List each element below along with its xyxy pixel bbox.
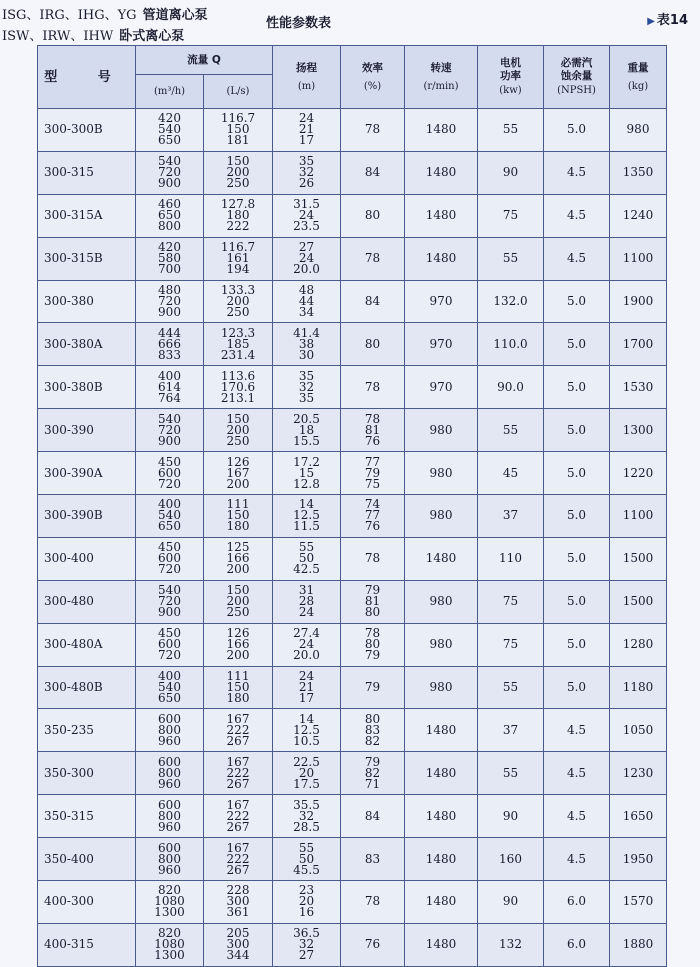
cell-eff: 84 — [341, 280, 405, 323]
table-row — [38, 537, 667, 580]
cell-power: 90 — [478, 151, 544, 194]
cell-eff: 79 82 71 — [341, 752, 405, 795]
table-row — [38, 838, 667, 881]
table-row — [38, 323, 667, 366]
cell-head: 35 32 35 — [273, 366, 341, 409]
cell-npsh: 5.0 — [544, 109, 610, 152]
cell-weight: 1300 — [610, 409, 667, 452]
table-row — [38, 881, 667, 924]
cell-weight: 1500 — [610, 580, 667, 623]
cell-head: 27.4 24 20.0 — [273, 623, 341, 666]
cell-npsh: 4.5 — [544, 709, 610, 752]
cell-speed: 980 — [405, 495, 478, 538]
table-row — [38, 795, 667, 838]
cell-head: 55 50 45.5 — [273, 838, 341, 881]
cell-eff: 77 79 75 — [341, 452, 405, 495]
col-npsh-unit: (NPSH) — [557, 85, 596, 96]
cell-flow-m3h: 600 800 960 — [136, 752, 204, 795]
cell-model: 300-390B — [38, 495, 136, 538]
cell-flow-ls: 133.3 200 250 — [204, 280, 273, 323]
cell-power: 37 — [478, 495, 544, 538]
cell-eff: 74 77 76 — [341, 495, 405, 538]
cell-model: 350-315 — [38, 795, 136, 838]
cell-speed: 1480 — [405, 923, 478, 966]
cell-power: 55 — [478, 752, 544, 795]
cell-weight: 1530 — [610, 366, 667, 409]
cell-weight: 1280 — [610, 623, 667, 666]
series-line-2-models: ISW、IRW、IHW — [2, 29, 114, 44]
cell-flow-ls: 116.7 150 181 — [204, 109, 273, 152]
cell-flow-m3h: 450 600 720 — [136, 537, 204, 580]
table-row — [38, 452, 667, 495]
col-flow-ls: (L/s) — [204, 75, 273, 109]
table-body — [38, 109, 667, 967]
col-eff-label: 效率 — [362, 61, 383, 74]
cell-weight: 1220 — [610, 452, 667, 495]
cell-flow-ls: 111 150 180 — [204, 666, 273, 709]
cell-head: 36.5 32 27 — [273, 923, 341, 966]
cell-flow-m3h: 400 540 650 — [136, 666, 204, 709]
col-speed-label: 转速 — [430, 61, 452, 74]
col-power-label: 电机 功率 — [500, 57, 521, 82]
cell-npsh: 6.0 — [544, 881, 610, 924]
cell-npsh: 5.0 — [544, 323, 610, 366]
table-tag — [647, 9, 688, 28]
cell-model: 300-400 — [38, 537, 136, 580]
cell-flow-m3h: 400 614 764 — [136, 366, 204, 409]
series-line-1-models: ISG、IRG、IHG、YG — [2, 8, 137, 23]
cell-head: 35.5 32 28.5 — [273, 795, 341, 838]
cell-head: 27 24 20.0 — [273, 237, 341, 280]
cell-speed: 1480 — [405, 881, 478, 924]
cell-flow-m3h: 600 800 960 — [136, 709, 204, 752]
col-weight — [610, 46, 667, 109]
cell-flow-ls: 113.6 170.6 213.1 — [204, 366, 273, 409]
cell-weight: 1900 — [610, 280, 667, 323]
cell-weight: 1880 — [610, 923, 667, 966]
cell-eff: 78 — [341, 237, 405, 280]
cell-speed: 980 — [405, 623, 478, 666]
cell-eff: 78 — [341, 537, 405, 580]
cell-flow-m3h: 820 1080 1300 — [136, 923, 204, 966]
cell-model: 300-480 — [38, 580, 136, 623]
cell-weight: 1240 — [610, 194, 667, 237]
cell-npsh: 5.0 — [544, 452, 610, 495]
cell-flow-m3h: 450 600 720 — [136, 623, 204, 666]
table-row — [38, 151, 667, 194]
cell-model: 350-400 — [38, 838, 136, 881]
cell-eff: 79 — [341, 666, 405, 709]
cell-npsh: 4.5 — [544, 194, 610, 237]
table-row — [38, 666, 667, 709]
performance-table — [37, 45, 667, 967]
cell-npsh: 4.5 — [544, 795, 610, 838]
cell-flow-ls: 125 166 200 — [204, 537, 273, 580]
cell-npsh: 5.0 — [544, 666, 610, 709]
cell-model: 400-315 — [38, 923, 136, 966]
table-row — [38, 237, 667, 280]
cell-flow-ls: 167 222 267 — [204, 752, 273, 795]
cell-power: 132.0 — [478, 280, 544, 323]
cell-eff: 84 — [341, 795, 405, 838]
cell-head: 31.5 24 23.5 — [273, 194, 341, 237]
col-speed-unit: (r/min) — [423, 80, 459, 92]
table-row — [38, 923, 667, 966]
cell-speed: 980 — [405, 409, 478, 452]
cell-speed: 1480 — [405, 752, 478, 795]
cell-model: 300-315A — [38, 194, 136, 237]
cell-speed: 970 — [405, 280, 478, 323]
cell-head: 35 32 26 — [273, 151, 341, 194]
cell-head: 20.5 18 15.5 — [273, 409, 341, 452]
cell-speed: 1480 — [405, 537, 478, 580]
cell-power: 75 — [478, 580, 544, 623]
cell-flow-ls: 116.7 161 194 — [204, 237, 273, 280]
cell-weight: 1500 — [610, 537, 667, 580]
cell-head: 48 44 34 — [273, 280, 341, 323]
cell-flow-ls: 150 200 250 — [204, 151, 273, 194]
cell-power: 90 — [478, 881, 544, 924]
cell-model: 300-380B — [38, 366, 136, 409]
cell-flow-ls: 123.3 185 231.4 — [204, 323, 273, 366]
cell-power: 132 — [478, 923, 544, 966]
cell-head: 14 12.5 10.5 — [273, 709, 341, 752]
cell-head: 24 21 17 — [273, 109, 341, 152]
table-row — [38, 194, 667, 237]
cell-eff: 78 81 76 — [341, 409, 405, 452]
table-row — [38, 709, 667, 752]
cell-weight: 1650 — [610, 795, 667, 838]
cell-eff: 79 81 80 — [341, 580, 405, 623]
col-head-label: 扬程 — [296, 61, 317, 74]
col-npsh — [544, 46, 610, 109]
cell-model: 300-390 — [38, 409, 136, 452]
cell-npsh: 4.5 — [544, 151, 610, 194]
cell-npsh: 5.0 — [544, 623, 610, 666]
series-line-2 — [2, 25, 184, 44]
cell-head: 22.5 20 17.5 — [273, 752, 341, 795]
cell-model: 400-300 — [38, 881, 136, 924]
cell-speed: 970 — [405, 323, 478, 366]
cell-npsh: 4.5 — [544, 838, 610, 881]
cell-weight: 1050 — [610, 709, 667, 752]
cell-head: 17.2 15 12.8 — [273, 452, 341, 495]
col-flow-m3h: (m³/h) — [136, 75, 204, 109]
table-row — [38, 366, 667, 409]
cell-weight: 1570 — [610, 881, 667, 924]
cell-model: 350-300 — [38, 752, 136, 795]
cell-power: 55 — [478, 109, 544, 152]
cell-flow-ls: 167 222 267 — [204, 709, 273, 752]
table-row — [38, 623, 667, 666]
cell-speed: 1480 — [405, 709, 478, 752]
cell-power: 110.0 — [478, 323, 544, 366]
cell-flow-ls: 150 200 250 — [204, 409, 273, 452]
cell-flow-m3h: 420 540 650 — [136, 109, 204, 152]
cell-head: 14 12.5 11.5 — [273, 495, 341, 538]
cell-flow-m3h: 540 720 900 — [136, 580, 204, 623]
table-row — [38, 109, 667, 152]
page-title: 性能参数表 — [266, 16, 332, 31]
cell-eff: 80 83 82 — [341, 709, 405, 752]
cell-power: 160 — [478, 838, 544, 881]
col-npsh-label: 必需汽 蚀余量 — [560, 57, 593, 82]
table-row — [38, 280, 667, 323]
cell-npsh: 5.0 — [544, 580, 610, 623]
cell-flow-m3h: 820 1080 1300 — [136, 881, 204, 924]
cell-npsh: 4.5 — [544, 237, 610, 280]
cell-speed: 1480 — [405, 151, 478, 194]
cell-flow-ls: 167 222 267 — [204, 795, 273, 838]
cell-eff: 78 80 79 — [341, 623, 405, 666]
col-flow: 流量 Q — [136, 46, 273, 75]
cell-speed: 1480 — [405, 194, 478, 237]
cell-flow-ls: 126 167 200 — [204, 452, 273, 495]
page-header — [0, 0, 700, 46]
cell-power: 37 — [478, 709, 544, 752]
cell-weight: 1230 — [610, 752, 667, 795]
cell-eff: 80 — [341, 323, 405, 366]
cell-flow-m3h: 480 720 900 — [136, 280, 204, 323]
series-line-2-type: 卧式离心泵 — [119, 29, 185, 44]
cell-weight: 980 — [610, 109, 667, 152]
table-row — [38, 752, 667, 795]
cell-model: 300-380A — [38, 323, 136, 366]
col-eff-unit: (%) — [363, 80, 382, 92]
cell-power: 55 — [478, 409, 544, 452]
cell-npsh: 5.0 — [544, 366, 610, 409]
cell-head: 41.4 38 30 — [273, 323, 341, 366]
cell-speed: 1480 — [405, 237, 478, 280]
cell-speed: 970 — [405, 366, 478, 409]
col-weight-label: 重量 — [627, 61, 649, 74]
cell-eff: 76 — [341, 923, 405, 966]
cell-weight: 1180 — [610, 666, 667, 709]
cell-head: 23 20 16 — [273, 881, 341, 924]
cell-power: 90 — [478, 795, 544, 838]
cell-power: 75 — [478, 194, 544, 237]
cell-flow-m3h: 600 800 960 — [136, 838, 204, 881]
col-eff — [341, 46, 405, 109]
cell-speed: 1480 — [405, 109, 478, 152]
cell-speed: 980 — [405, 666, 478, 709]
col-model: 型 号 — [38, 46, 136, 109]
cell-weight: 1100 — [610, 237, 667, 280]
col-power-unit: (kw) — [499, 85, 522, 96]
cell-head: 31 28 24 — [273, 580, 341, 623]
cell-weight: 1950 — [610, 838, 667, 881]
cell-eff: 78 — [341, 881, 405, 924]
cell-npsh: 5.0 — [544, 280, 610, 323]
cell-flow-m3h: 444 666 833 — [136, 323, 204, 366]
cell-flow-ls: 228 300 361 — [204, 881, 273, 924]
cell-model: 300-315B — [38, 237, 136, 280]
cell-flow-ls: 111 150 180 — [204, 495, 273, 538]
cell-model: 300-380 — [38, 280, 136, 323]
table-row — [38, 580, 667, 623]
cell-model: 350-235 — [38, 709, 136, 752]
col-head — [273, 46, 341, 109]
cell-power: 90.0 — [478, 366, 544, 409]
cell-flow-m3h: 450 600 720 — [136, 452, 204, 495]
cell-flow-ls: 127.8 180 222 — [204, 194, 273, 237]
cell-power: 110 — [478, 537, 544, 580]
table-row — [38, 495, 667, 538]
cell-weight: 1100 — [610, 495, 667, 538]
cell-npsh: 5.0 — [544, 537, 610, 580]
cell-eff: 84 — [341, 151, 405, 194]
cell-flow-m3h: 540 720 900 — [136, 409, 204, 452]
cell-npsh: 6.0 — [544, 923, 610, 966]
cell-power: 55 — [478, 237, 544, 280]
cell-weight: 1700 — [610, 323, 667, 366]
cell-head: 55 50 42.5 — [273, 537, 341, 580]
cell-flow-m3h: 540 720 900 — [136, 151, 204, 194]
cell-speed: 1480 — [405, 795, 478, 838]
cell-eff: 78 — [341, 366, 405, 409]
col-head-unit: (m) — [297, 80, 316, 92]
cell-flow-ls: 167 222 267 — [204, 838, 273, 881]
cell-flow-m3h: 600 800 960 — [136, 795, 204, 838]
cell-model: 300-480B — [38, 666, 136, 709]
cell-speed: 980 — [405, 452, 478, 495]
cell-flow-m3h: 460 650 800 — [136, 194, 204, 237]
table-tag-label: 表14 — [656, 13, 688, 28]
col-weight-unit: (kg) — [627, 80, 649, 92]
cell-weight: 1350 — [610, 151, 667, 194]
cell-eff: 78 — [341, 109, 405, 152]
cell-model: 300-315 — [38, 151, 136, 194]
cell-power: 55 — [478, 666, 544, 709]
cell-npsh: 5.0 — [544, 495, 610, 538]
triangle-marker-icon: ▶ — [647, 16, 655, 27]
cell-flow-ls: 126 166 200 — [204, 623, 273, 666]
series-line-1 — [2, 4, 208, 23]
cell-flow-m3h: 420 580 700 — [136, 237, 204, 280]
cell-model: 300-480A — [38, 623, 136, 666]
series-line-1-type: 管道离心泵 — [142, 8, 208, 23]
cell-flow-ls: 150 200 250 — [204, 580, 273, 623]
col-power — [478, 46, 544, 109]
cell-flow-ls: 205 300 344 — [204, 923, 273, 966]
cell-model: 300-300B — [38, 109, 136, 152]
cell-speed: 980 — [405, 580, 478, 623]
col-speed — [405, 46, 478, 109]
table-row — [38, 409, 667, 452]
cell-npsh: 5.0 — [544, 409, 610, 452]
cell-head: 24 21 17 — [273, 666, 341, 709]
cell-model: 300-390A — [38, 452, 136, 495]
cell-flow-m3h: 400 540 650 — [136, 495, 204, 538]
cell-power: 45 — [478, 452, 544, 495]
cell-power: 75 — [478, 623, 544, 666]
cell-eff: 80 — [341, 194, 405, 237]
cell-eff: 83 — [341, 838, 405, 881]
cell-npsh: 4.5 — [544, 752, 610, 795]
cell-speed: 1480 — [405, 838, 478, 881]
